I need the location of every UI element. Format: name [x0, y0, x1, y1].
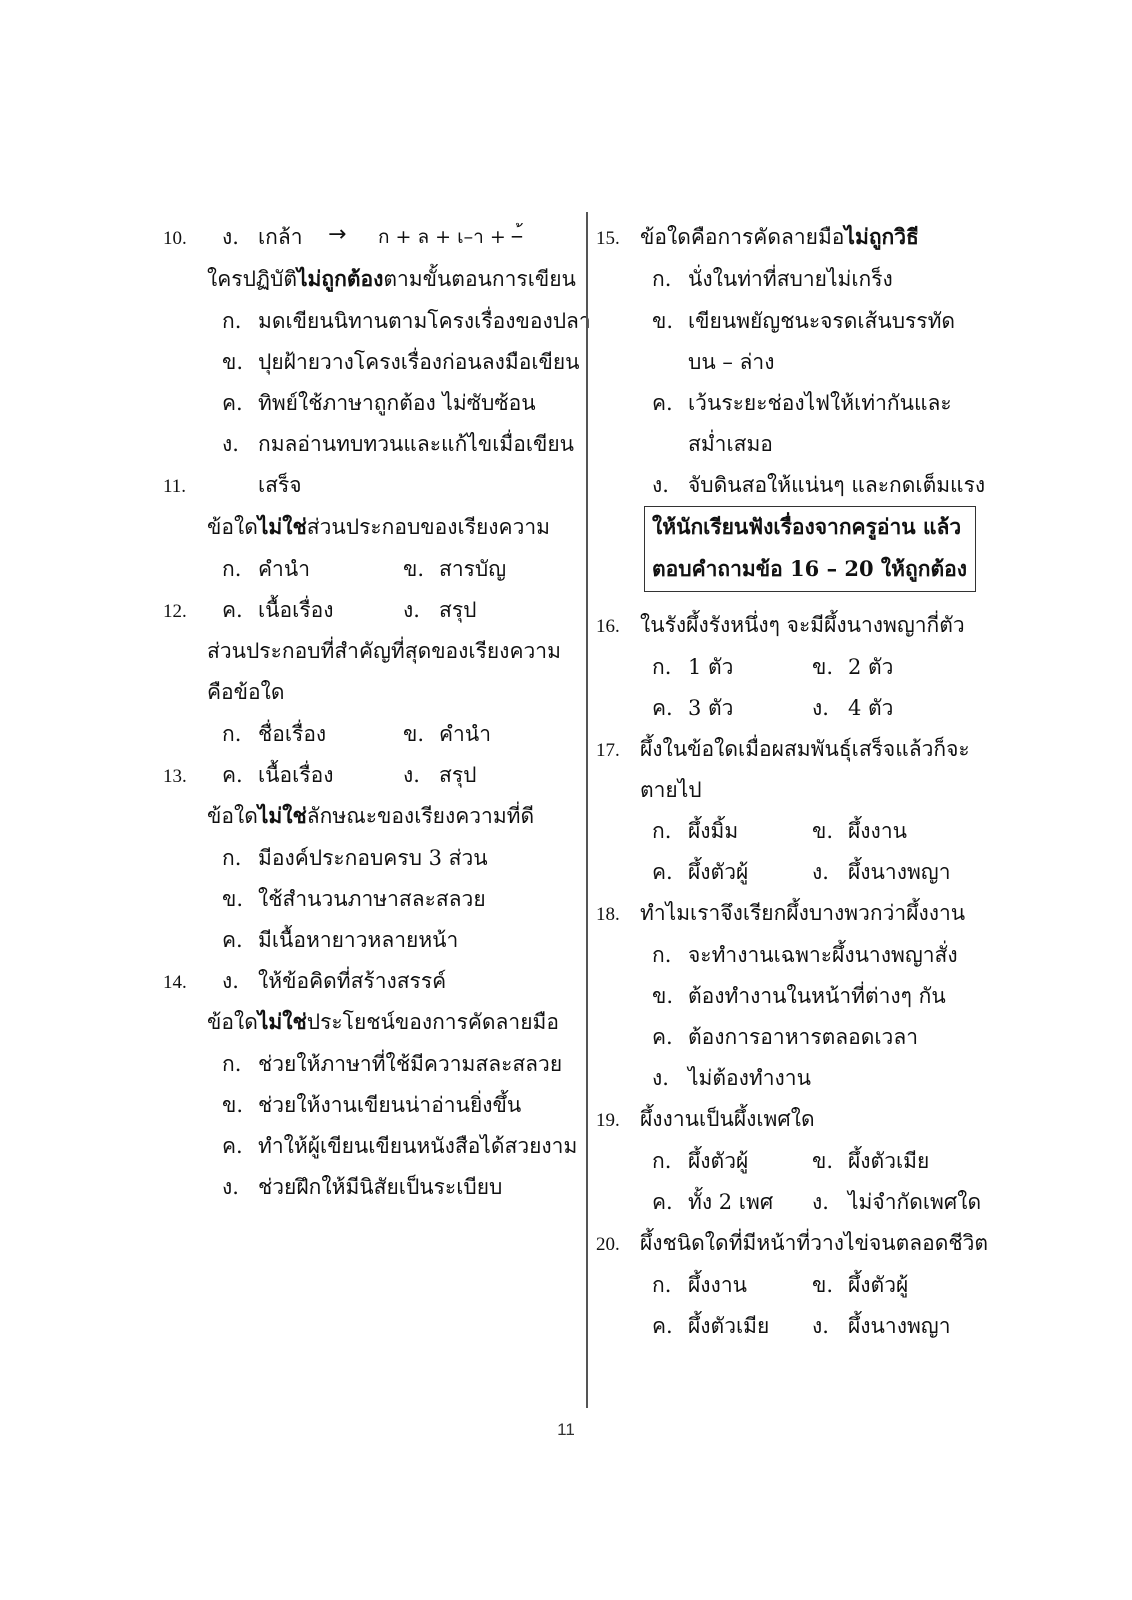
option-text: ผึ้งตัวผู้: [848, 1273, 909, 1297]
option-text: ช่วยให้ภาษาที่ใช้มีความสละสลวย: [258, 1052, 563, 1076]
option-letter: ง.: [812, 1314, 829, 1338]
question-text: ผึ้งชนิดใดที่มีหน้าที่วางไข่จนตลอดชีวิต: [640, 1231, 989, 1255]
option-letter: ค.: [652, 1314, 673, 1338]
option-letter: ง.: [812, 696, 829, 720]
option-letter: ข.: [222, 887, 244, 911]
option-text: ทั้ง 2 เพศ: [688, 1190, 774, 1214]
option-text: ผึ้งตัวเมีย: [688, 1314, 770, 1338]
option-text: ชื่อเรื่อง: [258, 722, 327, 746]
option-text: จะทำงานเฉพาะผึ้งนางพญาสั่ง: [688, 943, 958, 967]
option-letter: ก.: [652, 1273, 672, 1297]
option-letter: ง.: [222, 969, 239, 993]
option-letter: ง.: [812, 1190, 829, 1214]
option-text: เขียนพยัญชนะจรดเส้นบรรทัด: [688, 309, 956, 333]
option-letter: ข.: [222, 1093, 244, 1117]
question-text: ในรังผึ้งรังหนึ่งๆ จะมีผึ้งนางพญากี่ตัว: [640, 613, 965, 637]
question-number: 16.: [596, 616, 620, 637]
option-letter: ง.: [222, 432, 239, 456]
question-text: คือข้อใด: [207, 680, 285, 704]
question-number: 17.: [596, 740, 620, 761]
option-text: คำนำ: [258, 557, 310, 581]
instruction-text: ตอบคำถามข้อ 16 – 20 ให้ถูกต้อง: [652, 556, 967, 581]
option-letter: ค.: [222, 1134, 243, 1158]
option-letter: ค.: [222, 391, 243, 415]
question-text: ข้อใดไม่ใช่ส่วนประกอบของเรียงความ: [207, 514, 551, 539]
option-letter: ง.: [403, 763, 420, 787]
option-text: นั่งในท่าที่สบายไม่เกร็ง: [688, 267, 893, 291]
option-text: ไม่จำกัดเพศใด: [848, 1190, 982, 1214]
option-text: เว้นระยะช่องไฟให้เท่ากันและ: [688, 391, 952, 415]
option-text: 1 ตัว: [688, 655, 734, 679]
option-text: ช่วยฝึกให้มีนิสัยเป็นระเบียบ: [258, 1175, 503, 1199]
instruction-text: ให้นักเรียนฟังเรื่องจากครูอ่าน แล้ว: [652, 514, 962, 539]
option-text: ผึ้งตัวผู้: [688, 860, 749, 884]
option-text: สรุป: [439, 763, 477, 787]
option-letter: ง.: [403, 598, 420, 622]
option-text: มีองค์ประกอบครบ 3 ส่วน: [258, 846, 488, 870]
option-letter: ก.: [222, 557, 242, 581]
option-text: ใช้สำนวนภาษาสละสลวย: [258, 887, 486, 911]
option-text: ไม่ต้องทำงาน: [688, 1066, 811, 1090]
option-text: สารบัญ: [439, 557, 507, 581]
question-number: 19.: [596, 1110, 620, 1131]
option-letter: ค.: [652, 696, 673, 720]
option-letter: ข.: [403, 557, 425, 581]
option-letter: ง.: [652, 473, 669, 497]
option-text: จับดินสอให้แน่นๆ และกดเต็มแรง: [688, 473, 986, 497]
page-number: 11: [557, 1420, 575, 1439]
option-text: ผึ้งตัวเมีย: [848, 1149, 930, 1173]
option-text: มดเขียนนิทานตามโครงเรื่องของปลา: [258, 309, 591, 333]
option-text: 2 ตัว: [848, 655, 894, 679]
option-text: ผึ้งมิ้ม: [688, 819, 739, 843]
question-text: ข้อใดคือการคัดลายมือไม่ถูกวิธี: [640, 224, 919, 249]
option-letter: ข.: [652, 984, 674, 1008]
option-letter: ก.: [222, 309, 242, 333]
word-breakdown: ก + ล + เ–า + –้: [378, 226, 523, 248]
option-text: ผึ้งงาน: [688, 1273, 747, 1297]
option-letter: ก.: [652, 1149, 672, 1173]
option-letter: ง.: [812, 860, 829, 884]
option-letter: ข.: [222, 350, 244, 374]
question-text: ผึ้งในข้อใดเมื่อผสมพันธุ์เสร็จแล้วก็จะ: [640, 737, 970, 761]
option-text: บน – ล่าง: [688, 350, 775, 374]
option-letter: ค.: [222, 928, 243, 952]
option-text: ทิพย์ใช้ภาษาถูกต้อง ไม่ซับซ้อน: [258, 391, 536, 415]
option-letter: ง.: [222, 1175, 239, 1199]
question-number: 13.: [163, 766, 187, 787]
option-letter: ข.: [403, 722, 425, 746]
option-letter: ก.: [652, 267, 672, 291]
question-number: 18.: [596, 904, 620, 925]
option-letter: ค.: [652, 391, 673, 415]
option-letter: ค.: [652, 1025, 673, 1049]
option-letter: ค.: [222, 598, 243, 622]
option-text: ปุยฝ้ายวางโครงเรื่องก่อนลงมือเขียน: [258, 350, 580, 374]
question-text: ใครปฏิบัติไม่ถูกต้องตามขั้นตอนการเขียน: [207, 266, 576, 291]
option-letter: ก.: [652, 819, 672, 843]
question-number: 12.: [163, 601, 187, 622]
question-number: 15.: [596, 228, 620, 249]
option-letter: ค.: [652, 1190, 673, 1214]
option-text: ผึ้งนางพญา: [848, 860, 951, 884]
question-text: ส่วนประกอบที่สำคัญที่สุดของเรียงความ: [207, 639, 561, 663]
option-letter: ก.: [222, 722, 242, 746]
option-text-continuation: เสร็จ: [258, 473, 302, 497]
question-number: 14.: [163, 972, 187, 993]
option-letter: ข.: [812, 819, 834, 843]
option-letter: ก.: [222, 1052, 242, 1076]
option-text: เนื้อเรื่อง: [258, 763, 334, 787]
option-letter: ข.: [812, 1149, 834, 1173]
option-text: เกล้า: [258, 225, 303, 249]
option-text: ผึ้งงาน: [848, 819, 907, 843]
option-text: สรุป: [439, 598, 477, 622]
option-text: ผึ้งตัวผู้: [688, 1149, 749, 1173]
question-text: ผึ้งงานเป็นผึ้งเพศใด: [640, 1107, 815, 1131]
question-text: ทำไมเราจึงเรียกผึ้งบางพวกว่าผึ้งงาน: [640, 901, 966, 925]
option-letter: ข.: [812, 655, 834, 679]
option-text: ช่วยให้งานเขียนน่าอ่านยิ่งขึ้น: [258, 1093, 522, 1117]
option-letter: ง.: [222, 225, 239, 249]
option-text: 3 ตัว: [688, 696, 734, 720]
option-text: มีเนื้อหายาวหลายหน้า: [258, 928, 459, 952]
option-text: ต้องการอาหารตลอดเวลา: [688, 1025, 918, 1049]
column-divider: [586, 212, 588, 1408]
option-text: ต้องทำงานในหน้าที่ต่างๆ กัน: [688, 984, 946, 1008]
option-text: กมลอ่านทบทวนและแก้ไขเมื่อเขียน: [258, 432, 575, 456]
option-letter: ค.: [652, 860, 673, 884]
option-text: คำนำ: [439, 722, 491, 746]
question-number: 20.: [596, 1234, 620, 1255]
option-text: ผึ้งนางพญา: [848, 1314, 951, 1338]
question-number: 10.: [163, 228, 187, 249]
question-text: ข้อใดไม่ใช่ลักษณะของเรียงความที่ดี: [207, 803, 535, 828]
option-letter: ข.: [652, 309, 674, 333]
right-arrow-icon: →: [328, 222, 347, 247]
option-letter: ค.: [222, 763, 243, 787]
question-text: ตายไป: [640, 778, 702, 802]
option-text: เนื้อเรื่อง: [258, 598, 334, 622]
option-letter: ง.: [652, 1066, 669, 1090]
question-number: 11.: [163, 476, 187, 497]
option-letter: ข.: [812, 1273, 834, 1297]
option-text: 4 ตัว: [848, 696, 894, 720]
option-letter: ก.: [652, 655, 672, 679]
option-text: สม่ำเสมอ: [688, 432, 773, 456]
option-text: ให้ข้อคิดที่สร้างสรรค์: [258, 969, 447, 993]
option-letter: ก.: [222, 846, 242, 870]
option-letter: ก.: [652, 943, 672, 967]
option-text: ทำให้ผู้เขียนเขียนหนังสือได้สวยงาม: [258, 1134, 578, 1158]
question-text: ข้อใดไม่ใช่ประโยชน์ของการคัดลายมือ: [207, 1009, 559, 1034]
